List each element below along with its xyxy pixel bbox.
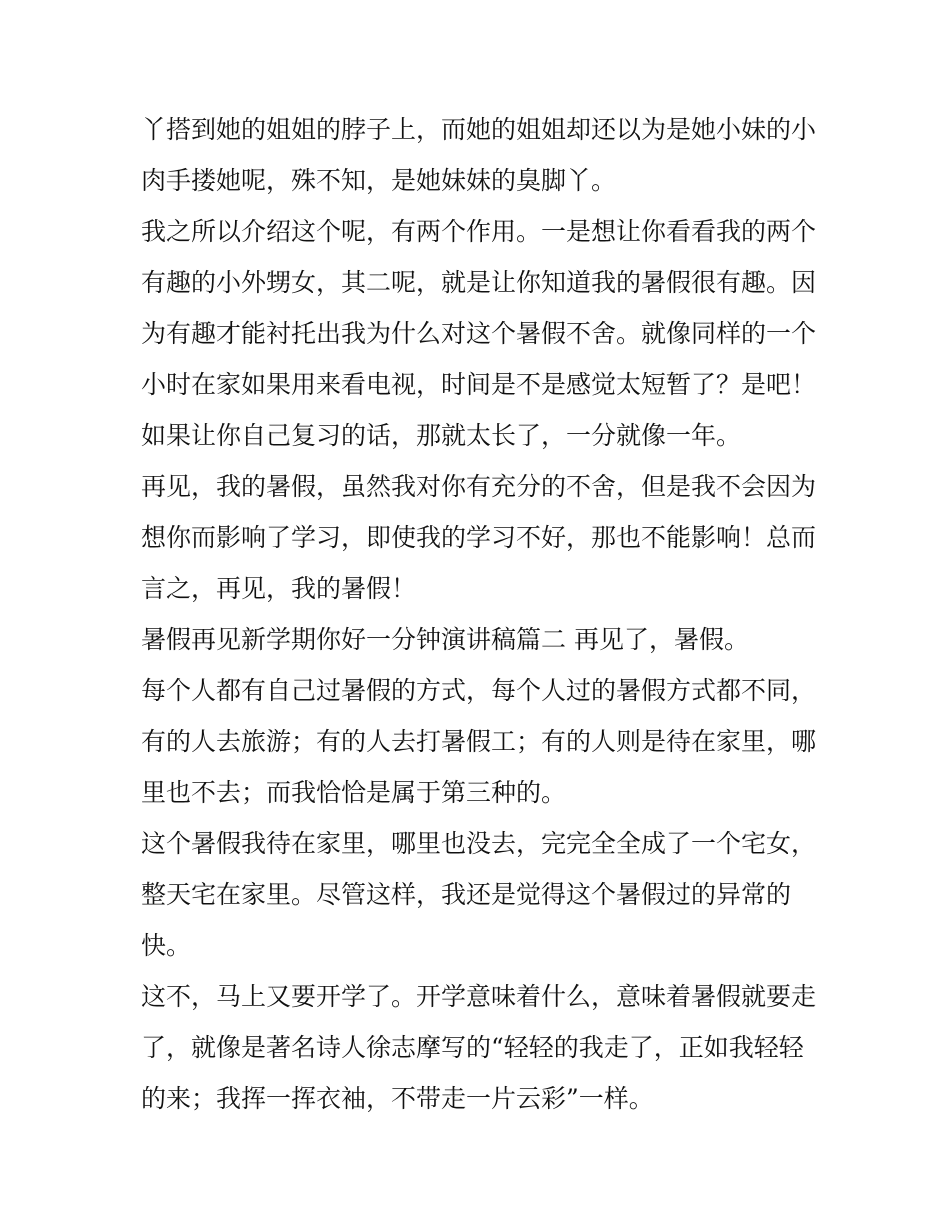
text-line: 小时在家如果用来看电视，时间是不是感觉太短暂了？是吧！ — [141, 370, 817, 399]
text-line: 的来；我挥一挥衣袖，不带走一片云彩”一样。 — [141, 1084, 654, 1113]
text-line: 这不，马上又要开学了。开学意味着什么，意味着暑假就要走 — [141, 982, 817, 1011]
text-line: 有趣的小外甥女，其二呢，就是让你知道我的暑假很有趣。因 — [141, 268, 817, 297]
text-line: 里也不去；而我恰恰是属于第三种的。 — [141, 778, 567, 807]
text-line: 有的人去旅游；有的人去打暑假工；有的人则是待在家里，哪 — [141, 727, 817, 756]
text-line: 我之所以介绍这个呢，有两个作用。一是想让你看看我的两个 — [141, 217, 817, 246]
text-line: 想你而影响了学习，即使我的学习不好，那也不能影响！总而 — [141, 523, 817, 552]
text-line: 再见，我的暑假，虽然我对你有充分的不舍，但是我不会因为 — [141, 472, 817, 501]
document-body — [141, 104, 821, 1124]
text-line: 整天宅在家里。尽管这样，我还是觉得这个暑假过的异常的 — [141, 880, 792, 909]
text-line: 快。 — [141, 931, 192, 960]
text-line: 了，就像是著名诗人徐志摩写的“轻轻的我走了，正如我轻轻 — [141, 1033, 804, 1062]
text-line: 这个暑假我待在家里，哪里也没去，完完全全成了一个宅女， — [141, 829, 817, 858]
text-line: 言之，再见，我的暑假！ — [141, 574, 417, 603]
text-line: 肉手搂她呢，殊不知，是她妹妹的臭脚丫。 — [141, 166, 617, 195]
text-line: 丫搭到她的姐姐的脖子上，而她的姐姐却还以为是她小妹的小 — [141, 115, 817, 144]
text-line: 如果让你自己复习的话，那就太长了，一分就像一年。 — [141, 421, 742, 450]
section-heading-line: 暑假再见新学期你好一分钟演讲稿篇二 再见了，暑假。 — [141, 625, 749, 654]
text-line: 为有趣才能衬托出我为什么对这个暑假不舍。就像同样的一个 — [141, 319, 817, 348]
text-line: 每个人都有自己过暑假的方式，每个人过的暑假方式都不同， — [141, 676, 817, 705]
